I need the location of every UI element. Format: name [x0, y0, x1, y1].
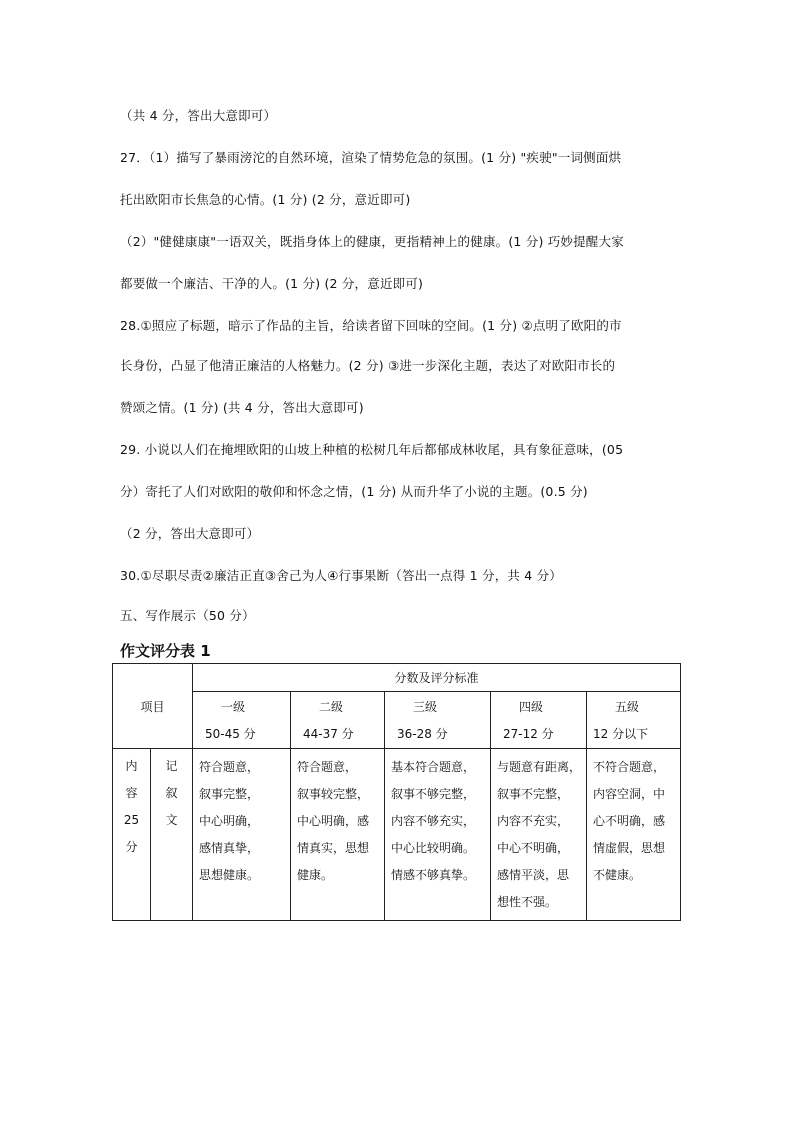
- row-sublabel-char: 记: [165, 759, 178, 773]
- level-header: [587, 692, 681, 749]
- level-name: 二级: [319, 700, 344, 714]
- cell-line: 中心不明确，: [497, 841, 570, 855]
- row-sublabel-char: 文: [165, 813, 178, 827]
- level-name: 五级: [615, 700, 640, 714]
- level-range: 50-45 分: [205, 727, 256, 741]
- line-9: 29. 小说以人们在掩埋欧阳的山坡上种植的松树几年后都郁成林收尾，具有象征意味，(05: [120, 442, 624, 457]
- criteria-cell: [491, 749, 587, 921]
- cell-line: 感情真挚，: [199, 841, 260, 855]
- criteria-cell: [385, 749, 491, 921]
- level-range: 12 分以下: [593, 727, 649, 741]
- cell-line: 符合题意，: [297, 760, 358, 774]
- cell-line: 中心明确，感: [297, 814, 370, 828]
- line-2: 27．（1）描写了暴雨滂沱的自然环境，渲染了情势危急的氛围。(1 分) "疾驶"一词侧面烘: [120, 150, 622, 165]
- criteria-header: 分数及评分标准: [394, 671, 479, 685]
- line-5: 都要做一个廉洁、干净的人。(1 分) (2 分，意近即可): [120, 276, 424, 291]
- row-label-char: 容: [125, 786, 138, 800]
- row-sublabel-char: 叙: [165, 786, 178, 800]
- cell-line: 情虚假，思想: [593, 841, 666, 855]
- cell-line: 中心比较明确。: [391, 841, 476, 855]
- cell-line: 符合题意，: [199, 760, 260, 774]
- cell-line: 心不明确，感: [593, 814, 666, 828]
- item-header-cell: [113, 664, 193, 749]
- cell-line: 叙事不够完整，: [391, 787, 476, 801]
- level-range: 27-12 分: [503, 727, 554, 741]
- level-name: 三级: [413, 700, 438, 714]
- cell-line: 内容不够充实，: [391, 814, 476, 828]
- line-10: 分）寄托了人们对欧阳的敬仰和怀念之情，(1 分) 从而升华了小说的主题。(0.5 分): [120, 484, 588, 499]
- row-label-char: 内: [125, 759, 138, 773]
- cell-line: 健康。: [297, 868, 334, 882]
- line-4: （2）"健健康康"一语双关，既指身体上的健康，更指精神上的健康。(1 分) 巧妙提醒大家: [120, 234, 624, 249]
- cell-line: 叙事完整，: [199, 787, 260, 801]
- cell-line: 中心明确，: [199, 814, 260, 828]
- row-label: [113, 749, 151, 921]
- cell-line: 与题意有距离，: [497, 760, 582, 774]
- cell-line: 感情平淡，思: [497, 868, 570, 882]
- level-header: [193, 692, 291, 749]
- cell-line: 内容空洞，中: [593, 787, 666, 801]
- cell-line: 思想健康。: [199, 868, 260, 882]
- item-header: 项目: [140, 699, 165, 714]
- cell-line: 想性不强。: [497, 895, 558, 909]
- criteria-cell: [193, 749, 291, 921]
- cell-line: 情感不够真挚。: [391, 868, 476, 882]
- cell-line: 叙事不完整，: [497, 787, 570, 801]
- level-header: [491, 692, 587, 749]
- criteria-cell: [587, 749, 681, 921]
- row-sublabel: [151, 749, 193, 921]
- cell-line: 情真实，思想: [297, 841, 370, 855]
- cell-line: 不符合题意，: [593, 760, 666, 774]
- line-12: 30.①尽职尽责②廉洁正直③舍己为人④行事果断（答出一点得 1 分，共 4 分）: [120, 568, 563, 583]
- line-1: （共 4 分，答出大意即可）: [120, 108, 277, 123]
- cell-line: 叙事较完整，: [297, 787, 370, 801]
- level-range: 36-28 分: [397, 727, 448, 741]
- line-8: 赞颂之情。(1 分) (共 4 分，答出大意即可): [120, 400, 364, 415]
- criteria-cell: [291, 749, 385, 921]
- scoring-table: [112, 663, 681, 921]
- level-name: 一级: [221, 700, 246, 714]
- line-13: 五、写作展示（50 分）: [120, 608, 255, 623]
- criteria-header-cell: [193, 664, 681, 692]
- cell-line: 基本符合题意，: [391, 760, 476, 774]
- level-header: [291, 692, 385, 749]
- level-name: 四级: [519, 700, 544, 714]
- row-label-char: 25: [123, 813, 140, 827]
- level-header: [385, 692, 491, 749]
- line-11: （2 分，答出大意即可）: [120, 526, 260, 541]
- line-3: 托出欧阳市长焦急的心情。(1 分) (2 分，意近即可): [120, 192, 411, 207]
- row-label-char: 分: [125, 840, 138, 854]
- cell-line: 不健康。: [593, 868, 642, 882]
- line-6: 28.①照应了标题，暗示了作品的主旨，给读者留下回味的空间。(1 分) ②点明了欧阳的市: [120, 318, 622, 333]
- level-range: 44-37 分: [303, 727, 354, 741]
- table-title: 作文评分表 1: [120, 642, 211, 660]
- line-7: 长身份，凸显了他清正廉洁的人格魅力。(2 分) ③进一步深化主题，表达了对欧阳市长的: [120, 358, 616, 373]
- cell-line: 内容不充实，: [497, 814, 570, 828]
